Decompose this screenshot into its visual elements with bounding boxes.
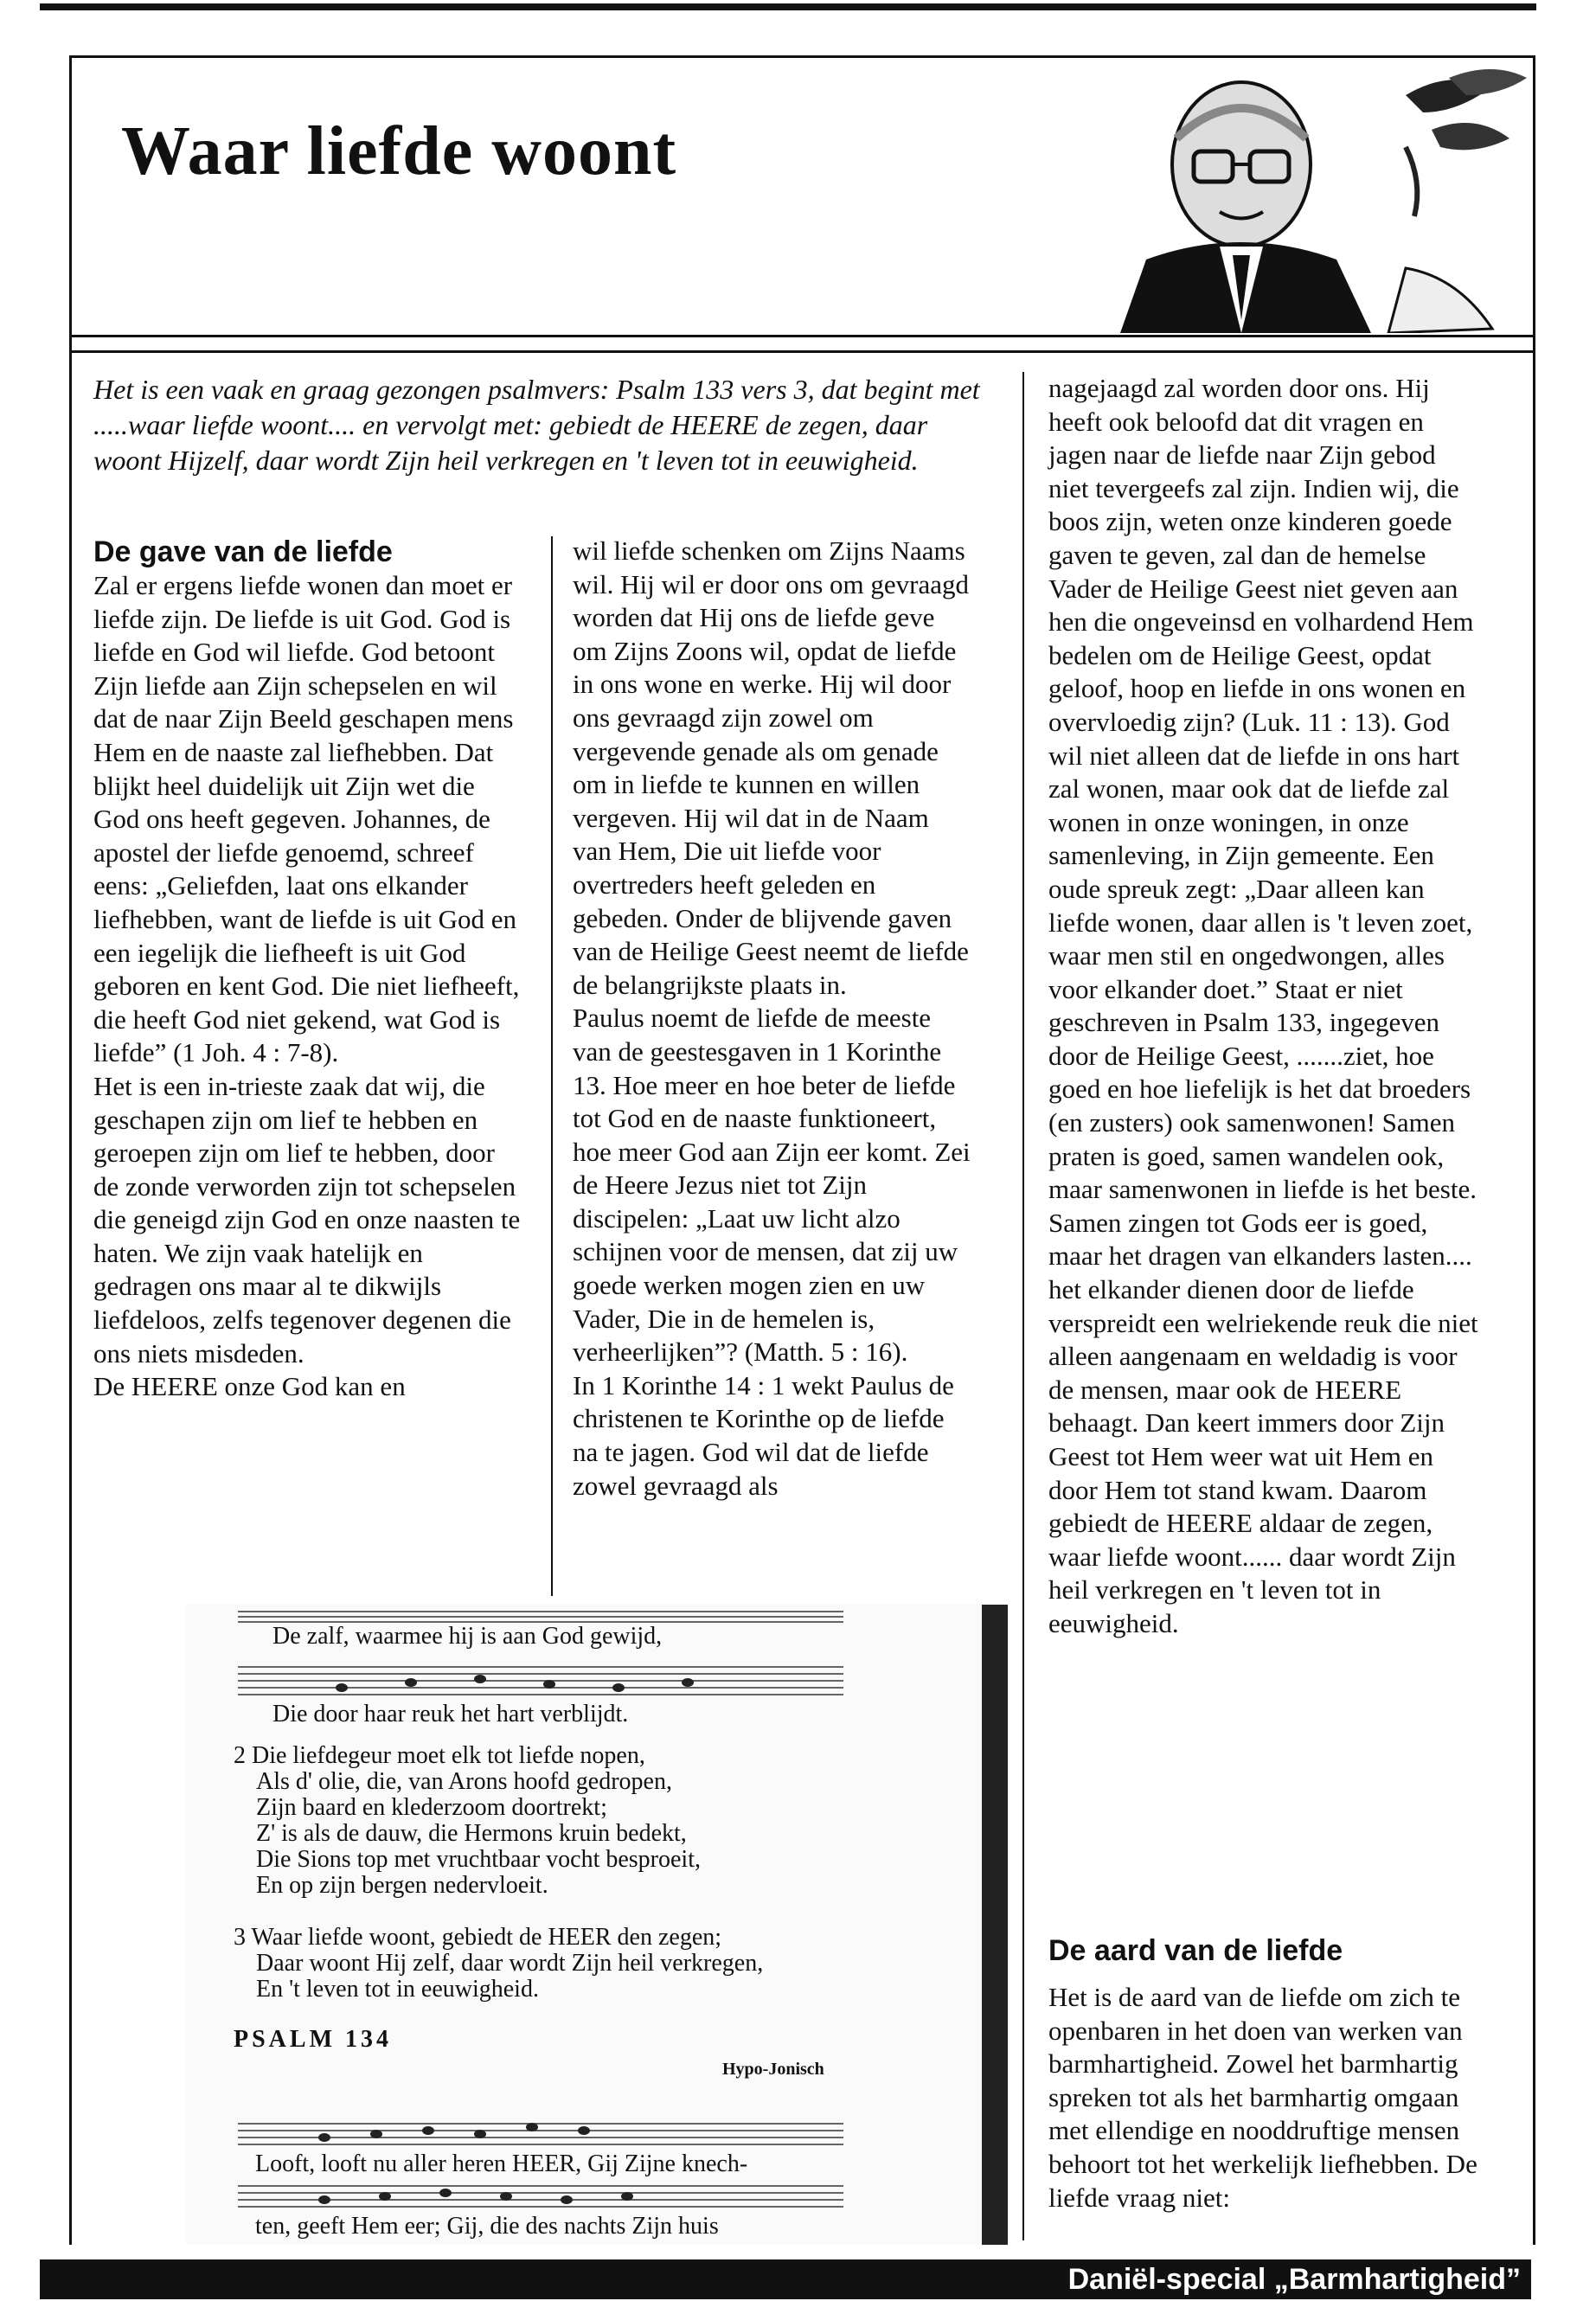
hymn-line: 3 Waar liefde woont, gebiedt de HEER den zegen;	[234, 1924, 722, 1951]
section-heading: De gave van de liefde	[93, 535, 393, 568]
section-heading: De aard van de liefde	[1048, 1934, 1343, 1967]
footer-bar	[40, 2259, 1026, 2299]
column-3	[1048, 372, 1481, 1641]
hymn-line: Daar woont Hij zelf, daar wordt Zijn heil verkregen,	[256, 1950, 764, 1977]
hymn-line: En op zijn bergen nedervloeit.	[256, 1872, 548, 1899]
column-divider	[551, 536, 553, 1596]
column-3-continued	[1048, 1981, 1481, 2214]
hymn-line: Als d' olie, die, van Arons hoofd gedropen,	[256, 1768, 672, 1795]
hymn-stanza-2	[234, 1743, 701, 1899]
paragraph: nagejaagd zal worden door ons. Hij heeft ook beloofd dat dit vragen en jagen naar de liefde naar Zijn gebod niet tevergeefs zal zijn. Indien wij, die boos zijn, weten onze kinderen goede gaven te geven, zal dan de hemelse Vader de Heilige Geest niet geven aan hen die ongeveinsd en volhardend Hem bedelen om de Heilige Geest, opdat geloof, hoop en liefde in ons wonen en overvloedig zijn? (Luk. 11 : 13). God wil niet alleen dat de liefde in ons hart zal wonen, maar ook dat de liefde zal wonen in onze woningen, in onze samenleving, in Zijn gemeente. Een oude spreuk zegt: „Daar alleen kan liefde wonen, daar allen is 't leven zoet, waar men stil en ongedwongen, alles voor elkander doet.” Staat er niet geschreven in Psalm 133, ingegeven door de Heilige Geest, .......ziet, hoe goed en hoe liefelijk is het dat broeders (en zusters) ook samenwonen! Samen praten is goed, samen wandelen ook, maar samenwonen in liefde is het beste. Samen zingen tot Gods eer is goed, maar het dragen van elkanders lasten.... het elkander dienen door de liefde verspreidt een welriekende reuk die niet alleen aangenaam en weldadig is voor de mensen, maar ook de HEERE behaagt. Dan keert immers door Zijn Geest tot Hem weer wat uit Hem en door Hem tot stand kwam. Daarom gebiedt de HEERE aldaar de zegen, waar liefde woont...... daar wordt Zijn heil verkregen en 't leven tot in eeuwigheid.	[1048, 373, 1478, 1638]
column-2	[573, 535, 971, 1503]
paragraph: Het is een in-trieste zaak dat wij, die geschapen zijn om lief te hebben en geroepen zijn om lief te hebben, door de zonde verworden zijn tot schepselen die geneigd zijn God en onze naasten te haten. We zijn vaak hatelijk en gedragen ons maar al te dikwijls liefdeloos, zelfs tegenover degenen die ons niets misdeden.	[93, 1070, 521, 1368]
hymn-line: Looft, looft nu aller heren HEER, Gij Zijne knech-	[255, 2150, 748, 2177]
paragraph: De HEERE onze God kan en	[93, 1371, 406, 1402]
hymn-stanza-3	[234, 1925, 763, 2003]
paragraph: wil liefde schenken om Zijns Naams wil. Hij wil er door ons om gevraagd worden dat Hij ons de liefde geve om Zijns Zoons wil, opdat de liefde in ons wone en werke. Hij wil door ons gevraagd zijn zowel om vergevende genade als om genade om in liefde te kunnen en willen vergeven. Hij wil dat in de Naam van Hem, Die uit liefde voor overtreders heeft geleden en gebeden. Onder de blijvende gaven van de Heilige Geest neemt de liefde de belangrijkste plaats in.	[573, 535, 970, 1000]
hymn-line: Zijn baard en klederzoom doortrekt;	[256, 1794, 607, 1821]
paragraph: Het is de aard van de liefde om zich te openbaren in het doen van werken van barmhartigheid. Zowel het barmhartig spreken tot als het barmhartig omgaan met ellendige en nooddruftige mensen behoort tot het werkelijk liefhebben. De liefde vraag niet:	[1048, 1982, 1477, 2213]
paragraph: Zal er ergens liefde wonen dan moet er liefde zijn. De liefde is uit God. God is liefde en God wil liefde. God betoont Zijn liefde aan Zijn schepselen en wil dat de naar Zijn Beeld geschapen mens Hem en de naaste zal liefhebben. Dat blijkt heel duidelijk uit Zijn wet die God ons heeft gegeven. Johannes, de apostel der liefde genoemd, schreef eens: „Geliefden, laat ons elkander liefhebben, want de liefde is uit God en een iegelijk die liefheeft is uit God geboren en kent God. Die niet liefheeft, die heeft God niet gekend, wat God is liefde” (1 Joh. 4 : 7-8).	[93, 570, 520, 1068]
column-1	[93, 535, 526, 1404]
column-divider	[1022, 372, 1024, 2240]
paragraph: Paulus noemt de liefde de meeste van de geestesgaven in 1 Korinthe 13. Hoe meer en hoe beter de liefde tot God en de naaste funktioneert, hoe meer God aan Zijn eer komt. Zei de Heere Jezus niet tot Zijn discipelen: „Laat uw licht alzo schijnen voor de mensen, dat zij uw goede werken mogen zien en uw Vader, Die in de hemelen is, verheerlijken”? (Matth. 5 : 16).	[573, 1003, 971, 1368]
top-rule	[40, 3, 1536, 10]
hymn-line: En 't leven tot in eeuwigheid.	[256, 1976, 539, 2003]
author-photo	[1042, 61, 1531, 333]
paragraph: In 1 Korinthe 14 : 1 wekt Paulus de christenen te Korinthe op de liefde na te jagen. God wil dat de liefde zowel gevraagd als	[573, 1369, 954, 1501]
hymn-line: De zalf, waarmee hij is aan God gewijd,	[272, 1623, 663, 1650]
hymn-line: 2 Die liefdegeur moet elk tot liefde nopen,	[234, 1742, 645, 1769]
hymn-excerpt	[186, 1605, 1008, 2245]
header-divider	[69, 350, 1535, 353]
hymn-line: Z' is als de dauw, die Hermons kruin bedekt,	[256, 1820, 687, 1847]
footer-label: Daniël-special „Barmhartigheid”	[1021, 2259, 1531, 2299]
hymn-line: ten, geeft Hem eer; Gij, die des nachts Zijn huis	[255, 2213, 719, 2240]
composer-label: Hypo-Jonisch	[722, 2060, 824, 2079]
intro-paragraph: Het is een vaak en graag gezongen psalmvers: Psalm 133 vers 3, dat begint met .....waar liefde woont.... en vervolgt met: gebiedt de HEERE de zegen, daar woont Hijzelf, daar wordt Zijn heil verkregen en 't leven tot in eeuwigheid.	[93, 374, 980, 476]
hymn-line: Die door haar reuk het hart verblijdt.	[272, 1701, 629, 1727]
page-title: Waar liefde woont	[121, 113, 677, 189]
psalm-label: PSALM 134	[234, 2026, 392, 2053]
hymn-line: Die Sions top met vruchtbaar vocht besproeit,	[256, 1846, 701, 1873]
